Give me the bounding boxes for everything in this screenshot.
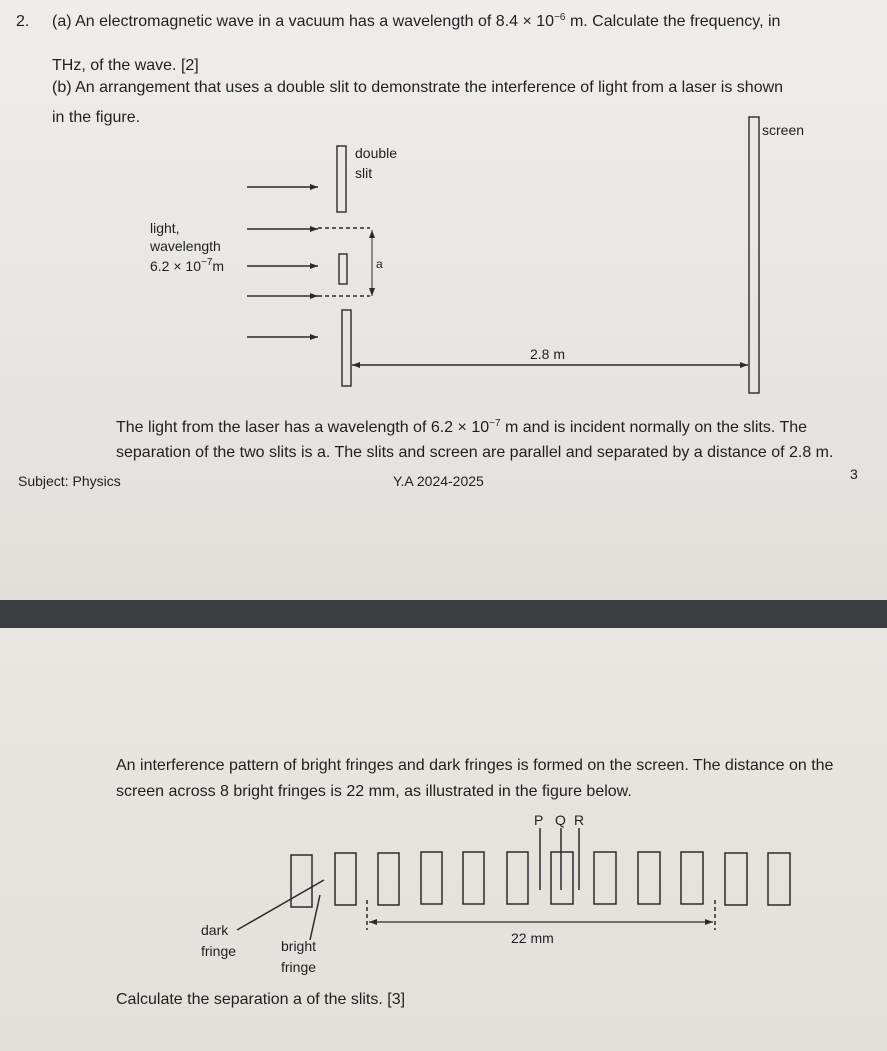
distance-label: 2.8 m [530,346,566,362]
paragraph-line2: separation of the two slits is a. The slits and screen are parallel and separated by a distance of 2.8 m. [116,444,834,461]
bright-label-2: fringe [281,959,317,975]
dim-label: 22 mm [511,930,554,946]
page2-line2: screen across 8 bright fringes is 22 mm, as illustrated in the figure below. [116,783,632,800]
final-question: Calculate the separation a of the slits. [3] [116,991,406,1008]
slit-barrier-middle [339,254,347,284]
worksheet-page-bottom [0,628,887,1051]
label-Q: Q [555,812,566,828]
slit-label: slit [355,165,373,181]
dark-label-2: fringe [201,943,237,959]
page2-line1: An interference pattern of bright fringes and dark fringes is formed on the screen. The distance on the [116,757,834,774]
slit-barrier-top [337,146,346,212]
paragraph-line1: The light from the laser has a wavelength of $6.2 \times 10^{-7}$ m and is incident normally on the slits. The [116,418,808,436]
label-R: R [574,812,585,828]
part-a-line2: THz, of the wave. [2] [52,57,199,74]
screen-label: screen [762,122,805,138]
dark-label-1: dark [201,922,229,938]
page-divider-band [0,600,887,628]
light-label: light, [150,220,180,236]
double-label: double [355,145,398,161]
slit-separation-label: a [376,257,383,271]
footer-subject: Subject: Physics [18,473,121,489]
label-P: P [534,812,544,828]
bright-label-1: bright [281,938,317,954]
part-b-line1: (b) An arrangement that uses a double slit to demonstrate the interference of light from a laser is shown [52,79,784,96]
slit-barrier-bottom [342,310,351,386]
wavelength-value: $6.2 \times 10^{-7}m$ [150,257,225,274]
page-number: 3 [850,466,858,482]
wavelength-label: wavelength [150,238,221,254]
footer-year: Y.A 2024-2025 [393,473,484,489]
part-a-line1: (a) An electromagnetic wave in a vacuum has a wavelength of $8.4 \times 10^{-6}$ m. Calculate the frequency, in [52,12,781,30]
part-b-line2: in the figure. [52,109,141,126]
screen-bar [749,117,759,393]
question-number: 2. [16,13,30,30]
